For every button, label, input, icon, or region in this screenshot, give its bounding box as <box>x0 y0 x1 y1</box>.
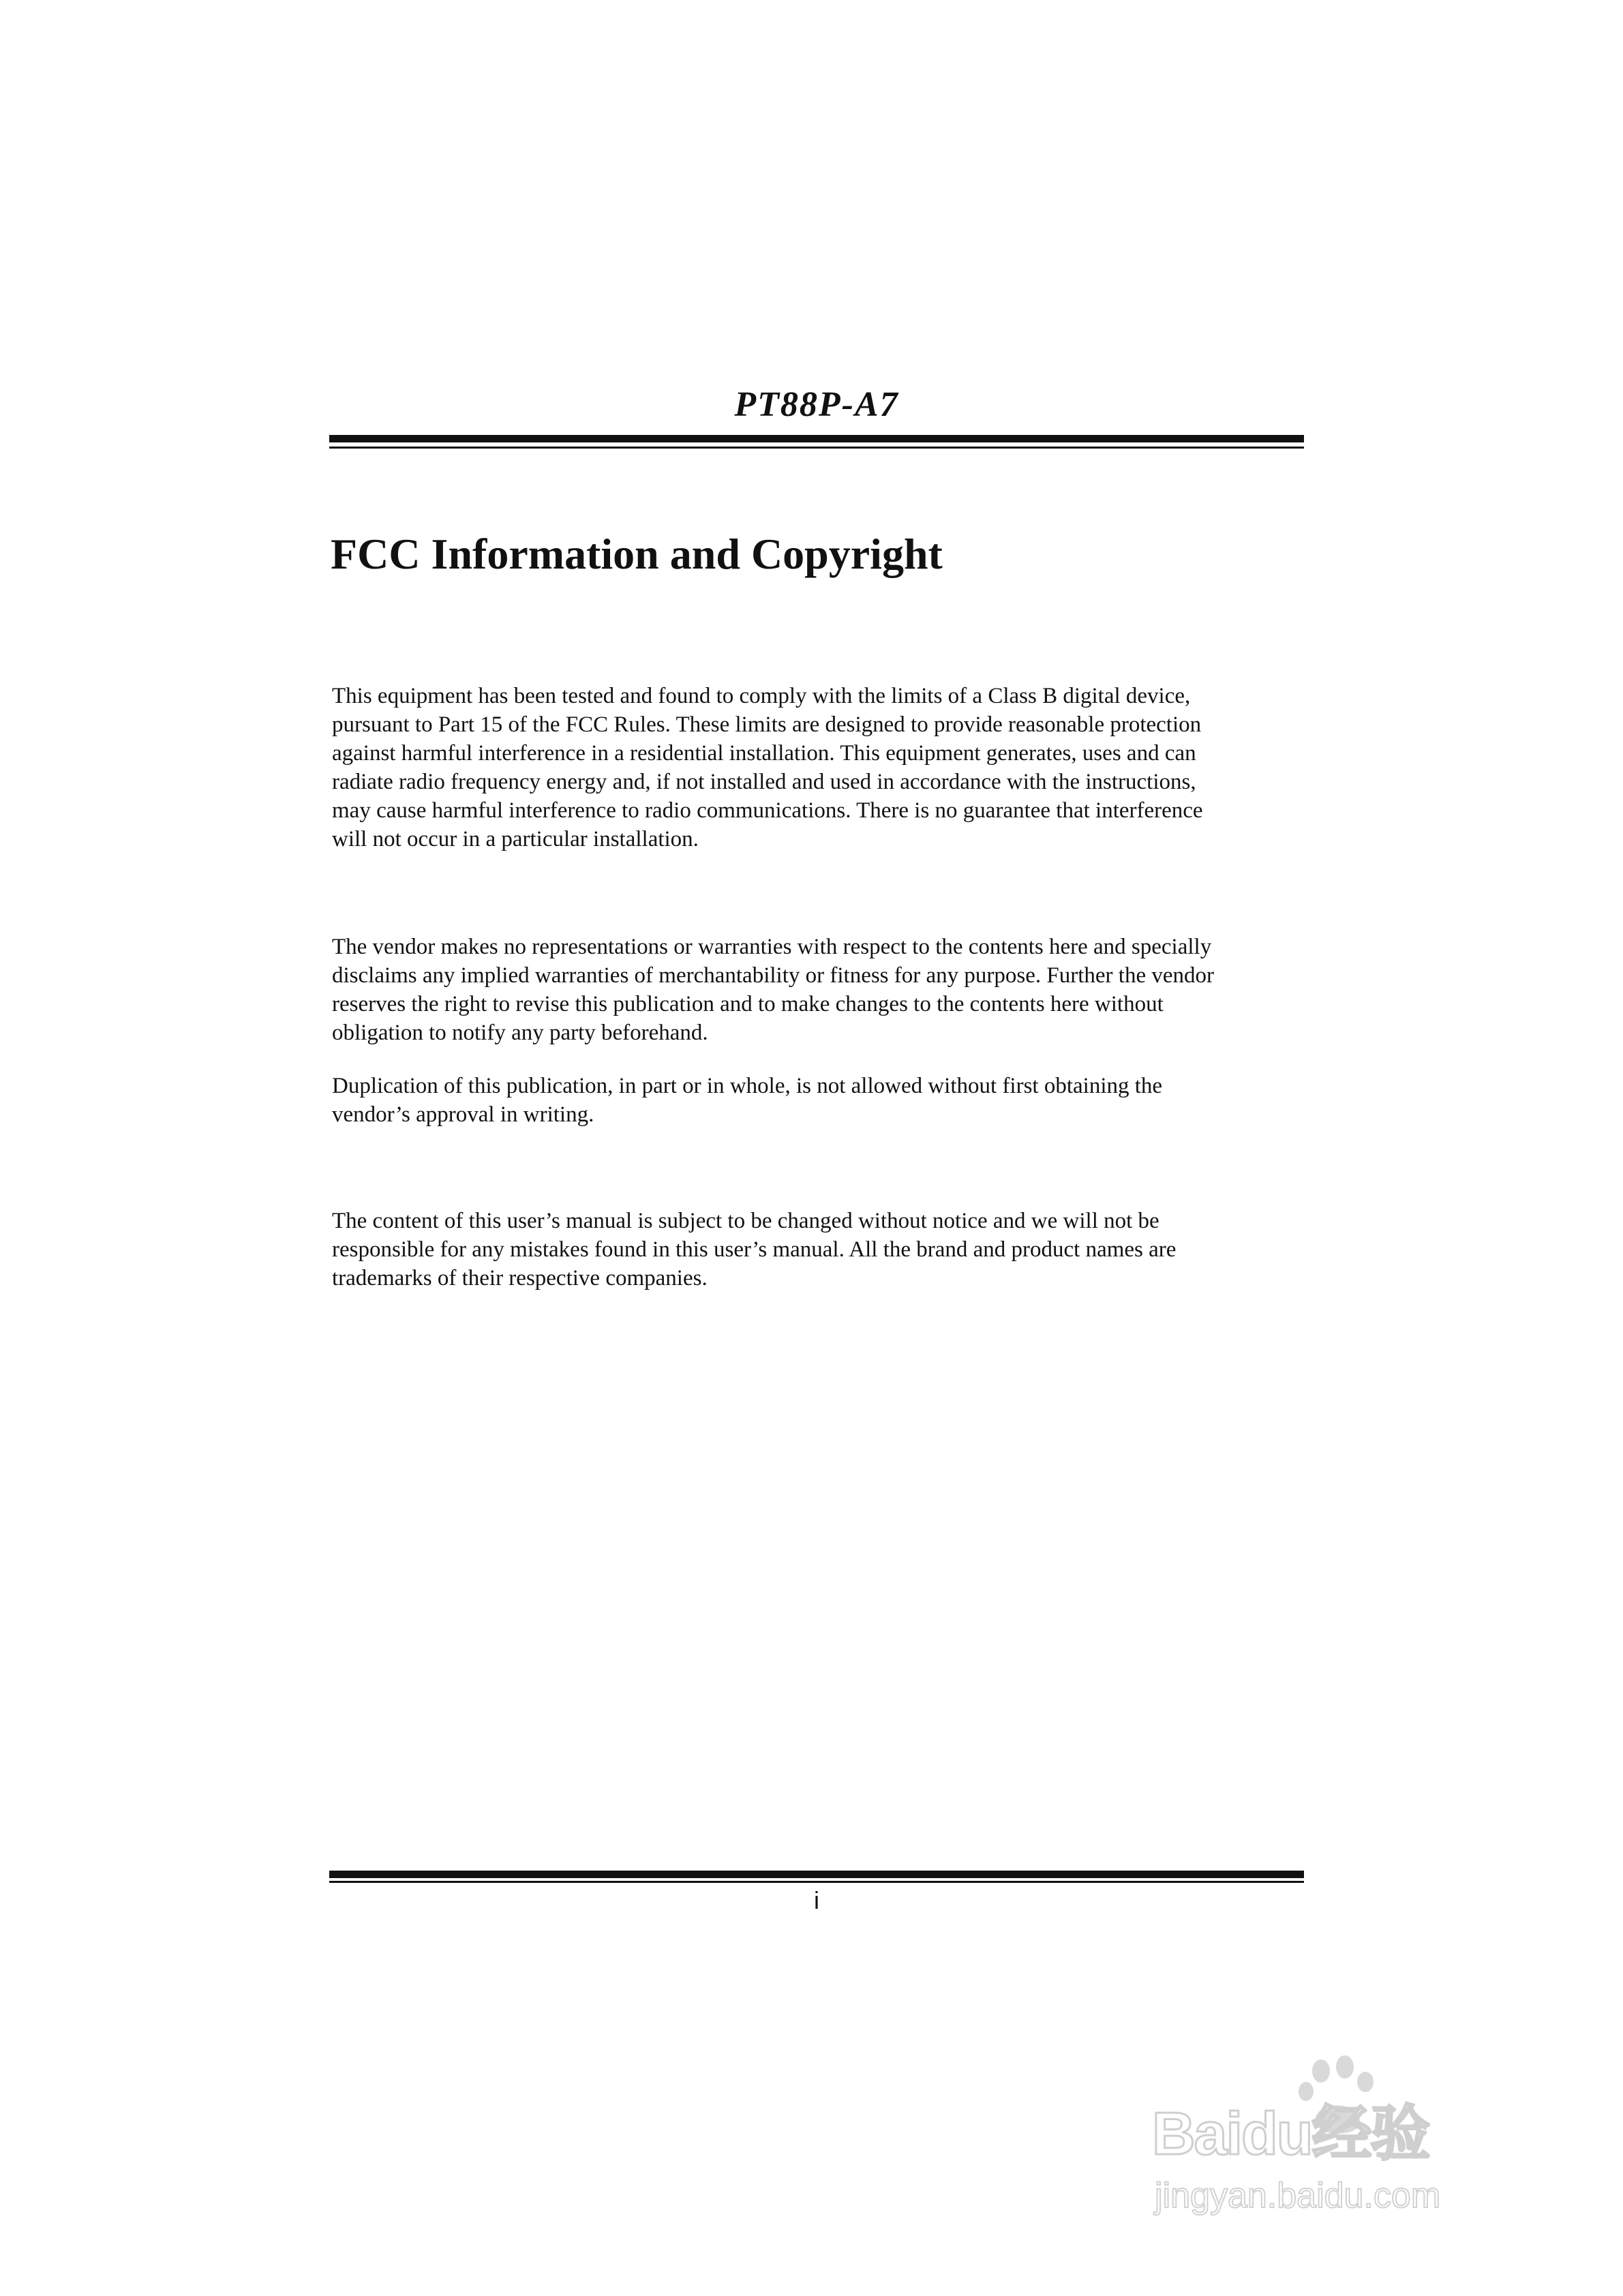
text-line: radiate radio frequency energy and, if not installed and used in accordance with the instructions, <box>332 770 1196 794</box>
header-rule-thick <box>329 435 1304 442</box>
paragraph-manual-notice <box>332 1207 1307 1293</box>
page-title: FCC Information and Copyright <box>331 530 943 578</box>
header-model-title: PT88P-A7 <box>734 385 899 424</box>
footer-rule-thick <box>329 1871 1304 1878</box>
baidu-jingyan-watermark <box>1152 2052 1547 2229</box>
text-line: trademarks of their respective companies. <box>332 1266 708 1290</box>
text-line: responsible for any mistakes found in this user’s manual. All the brand and product names are <box>332 1237 1177 1262</box>
paragraph-fcc-compliance <box>332 682 1307 854</box>
text-line: vendor’s approval in writing. <box>332 1102 594 1127</box>
text-line: may cause harmful interference to radio communications. There is no guarantee that interference <box>332 798 1203 823</box>
header-rule-thin <box>329 447 1304 449</box>
paragraph-duplication <box>332 1072 1307 1129</box>
text-line: The vendor makes no representations or warranties with respect to the contents here and specially <box>332 935 1212 959</box>
watermark-url-text: jingyan.baidu.com <box>1155 2176 1441 2216</box>
watermark-brand-text: Baidu经验 <box>1152 2100 1429 2167</box>
paragraph-vendor-disclaimer <box>332 933 1307 1047</box>
text-line: against harmful interference in a residential installation. This equipment generates, uses and can <box>332 741 1196 766</box>
text-line: reserves the right to revise this publication and to make changes to the contents here without <box>332 992 1164 1016</box>
text-line: pursuant to Part 15 of the FCC Rules. These limits are designed to provide reasonable protection <box>332 712 1202 737</box>
text-line: This equipment has been tested and found to comply with the limits of a Class B digital device, <box>332 684 1191 708</box>
text-line: disclaims any implied warranties of merchantability or fitness for any purpose. Further the vendor <box>332 963 1214 988</box>
page-number: i <box>814 1886 819 1914</box>
text-line: obligation to notify any party beforehand. <box>332 1021 708 1045</box>
footer-rule-thin <box>329 1881 1304 1883</box>
text-line: Duplication of this publication, in part or in whole, is not allowed without first obtaining the <box>332 1074 1163 1098</box>
text-line: will not occur in a particular installation. <box>332 827 699 851</box>
text-line: The content of this user’s manual is subject to be changed without notice and we will not be <box>332 1209 1159 1233</box>
